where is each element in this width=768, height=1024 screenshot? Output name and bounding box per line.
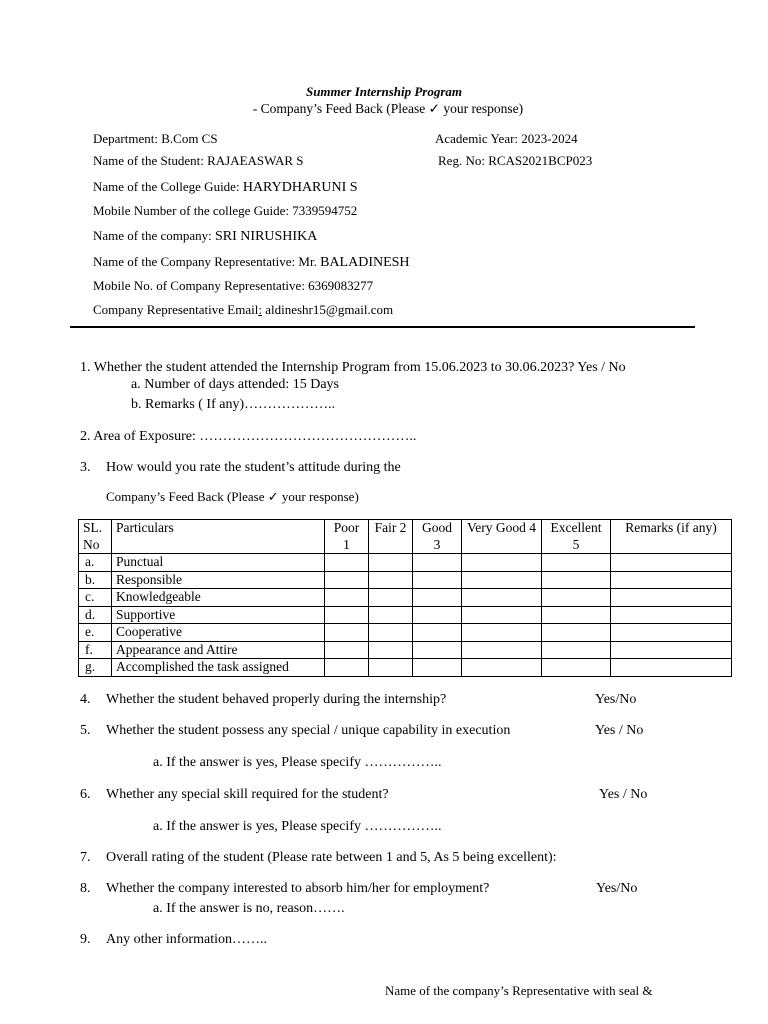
question-6-number: 6.: [80, 787, 91, 802]
rating-cell-excellent[interactable]: [542, 641, 611, 659]
question-4: Whether the student behaved properly during the internship?: [106, 692, 447, 707]
row-particular: Appearance and Attire: [112, 641, 325, 659]
question-1: 1. Whether the student attended the Internship Program from 15.06.2023 to 30.06.2023? Yes / No: [80, 360, 626, 375]
rating-cell-poor[interactable]: [325, 624, 369, 642]
table-row: [79, 554, 732, 572]
table-row: [79, 589, 732, 607]
question-4-answer: Yes/No: [595, 692, 637, 707]
row-particular: Punctual: [112, 554, 325, 572]
rating-cell-good[interactable]: [413, 589, 462, 607]
rating-cell-fair[interactable]: [369, 624, 413, 642]
rating-cell-fair[interactable]: [369, 589, 413, 607]
question-6a: a. If the answer is yes, Please specify ……………..: [153, 819, 442, 834]
company-name-label: Name of the company:: [93, 228, 216, 243]
table-row: [79, 606, 732, 624]
header-fair: Fair 2: [369, 520, 413, 554]
question-3-subtitle: Company’s Feed Back (Please ✓ your response): [106, 489, 359, 504]
guide-mobile: Mobile Number of the college Guide: 7339594752: [93, 203, 358, 218]
rating-cell-poor[interactable]: [325, 554, 369, 572]
remarks-cell[interactable]: [611, 554, 732, 572]
rating-cell-poor[interactable]: [325, 659, 369, 677]
rating-cell-good[interactable]: [413, 554, 462, 572]
row-particular: Cooperative: [112, 624, 325, 642]
table-header-row: [79, 520, 732, 554]
header-poor: Poor 1: [325, 520, 369, 554]
question-2: 2. Area of Exposure: ………………………………………..: [80, 429, 417, 444]
row-sl: d.: [79, 606, 112, 624]
rating-cell-poor[interactable]: [325, 641, 369, 659]
rating-table: [78, 519, 732, 677]
student-name: Name of the Student: RAJAEASWAR S: [93, 153, 304, 168]
representative-email: [93, 302, 393, 318]
question-9-number: 9.: [80, 932, 91, 947]
rating-cell-fair[interactable]: [369, 659, 413, 677]
row-sl: a.: [79, 554, 112, 572]
question-8: Whether the company interested to absorb him/her for employment?: [106, 881, 490, 896]
header-sl-no: SL. No: [79, 520, 112, 554]
rating-cell-very-good[interactable]: [462, 606, 542, 624]
company-name-value: SRI NIRUSHIKA: [215, 229, 318, 244]
question-5: Whether the student possess any special / unique capability in execution: [106, 723, 511, 738]
header-good: Good 3: [413, 520, 462, 554]
rating-cell-fair[interactable]: [369, 606, 413, 624]
row-particular: Accomplished the task assigned: [112, 659, 325, 677]
rating-cell-good[interactable]: [413, 606, 462, 624]
college-guide: [93, 179, 358, 196]
row-sl: c.: [79, 589, 112, 607]
remarks-cell[interactable]: [611, 624, 732, 642]
question-6: Whether any special skill required for the student?: [106, 787, 389, 802]
rating-cell-very-good[interactable]: [462, 641, 542, 659]
remarks-cell[interactable]: [611, 589, 732, 607]
rating-cell-very-good[interactable]: [462, 589, 542, 607]
rating-cell-poor[interactable]: [325, 589, 369, 607]
remarks-cell[interactable]: [611, 571, 732, 589]
college-guide-label: Name of the College Guide:: [93, 179, 243, 194]
reg-no: Reg. No: RCAS2021BCP023: [438, 153, 593, 168]
rating-cell-fair[interactable]: [369, 641, 413, 659]
row-sl: g.: [79, 659, 112, 677]
header-remarks: Remarks (if any): [611, 520, 732, 554]
rating-cell-good[interactable]: [413, 659, 462, 677]
table-row: [79, 659, 732, 677]
rating-cell-very-good[interactable]: [462, 571, 542, 589]
question-3-number: 3.: [80, 460, 91, 475]
rating-cell-good[interactable]: [413, 571, 462, 589]
row-sl: e.: [79, 624, 112, 642]
question-5a: a. If the answer is yes, Please specify ……………..: [153, 755, 442, 770]
rating-cell-poor[interactable]: [325, 571, 369, 589]
representative-email-label: Company Representative Email: [93, 302, 259, 317]
rating-cell-very-good[interactable]: [462, 659, 542, 677]
rating-cell-excellent[interactable]: [542, 554, 611, 572]
company-name: [93, 228, 317, 245]
representative-value: BALADINESH: [320, 255, 410, 270]
rating-cell-poor[interactable]: [325, 606, 369, 624]
rating-cell-excellent[interactable]: [542, 606, 611, 624]
rating-cell-good[interactable]: [413, 624, 462, 642]
rating-cell-fair[interactable]: [369, 554, 413, 572]
header-excellent: Excellent 5: [542, 520, 611, 554]
remarks-cell[interactable]: [611, 641, 732, 659]
college-guide-value: HARYDHARUNI S: [242, 180, 358, 195]
row-sl: b.: [79, 571, 112, 589]
remarks-cell[interactable]: [611, 606, 732, 624]
representative-label: Name of the Company Representative: Mr.: [93, 254, 321, 269]
question-8-number: 8.: [80, 881, 91, 896]
rating-cell-excellent[interactable]: [542, 624, 611, 642]
question-8a: a. If the answer is no, reason…….: [153, 901, 345, 916]
header-divider: [70, 326, 695, 328]
remarks-cell[interactable]: [611, 659, 732, 677]
representative-email-colon: :: [258, 302, 262, 317]
table-row: [79, 571, 732, 589]
question-6-answer: Yes / No: [599, 787, 648, 802]
rating-cell-excellent[interactable]: [542, 571, 611, 589]
question-8-answer: Yes/No: [596, 881, 638, 896]
question-7: Overall rating of the student (Please rate between 1 and 5, As 5 being excellent):: [106, 850, 557, 865]
rating-cell-fair[interactable]: [369, 571, 413, 589]
table-row: [79, 641, 732, 659]
rating-cell-very-good[interactable]: [462, 554, 542, 572]
rating-cell-good[interactable]: [413, 641, 462, 659]
form-subtitle: - Company’s Feed Back (Please ✓ your response): [252, 101, 524, 116]
academic-year: Academic Year: 2023-2024: [435, 131, 578, 146]
rating-cell-very-good[interactable]: [462, 624, 542, 642]
rating-cell-excellent[interactable]: [542, 589, 611, 607]
representative-email-value: aldineshr15@gmail.com: [261, 302, 394, 317]
question-5-number: 5.: [80, 723, 91, 738]
question-1b: b. Remarks ( If any)………………..: [131, 397, 336, 412]
company-representative: [93, 254, 410, 271]
question-1a: a. Number of days attended: 15 Days: [131, 377, 339, 392]
row-particular: Supportive: [112, 606, 325, 624]
header-particulars: Particulars: [112, 520, 325, 554]
row-particular: Knowledgeable: [112, 589, 325, 607]
question-7-number: 7.: [80, 850, 91, 865]
question-9: Any other information……..: [106, 932, 267, 947]
question-4-number: 4.: [80, 692, 91, 707]
table-row: [79, 624, 732, 642]
form-title: Summer Internship Program: [305, 84, 463, 99]
header-very-good: Very Good 4: [462, 520, 542, 554]
representative-mobile: Mobile No. of Company Representative: 6369083277: [93, 278, 374, 293]
department: Department: B.Com CS: [93, 131, 218, 146]
row-particular: Responsible: [112, 571, 325, 589]
representative-signature-label: Name of the company’s Representative with seal &: [385, 983, 653, 998]
question-5-answer: Yes / No: [595, 723, 644, 738]
question-3: How would you rate the student’s attitude during the: [106, 460, 401, 475]
row-sl: f.: [79, 641, 112, 659]
rating-cell-excellent[interactable]: [542, 659, 611, 677]
